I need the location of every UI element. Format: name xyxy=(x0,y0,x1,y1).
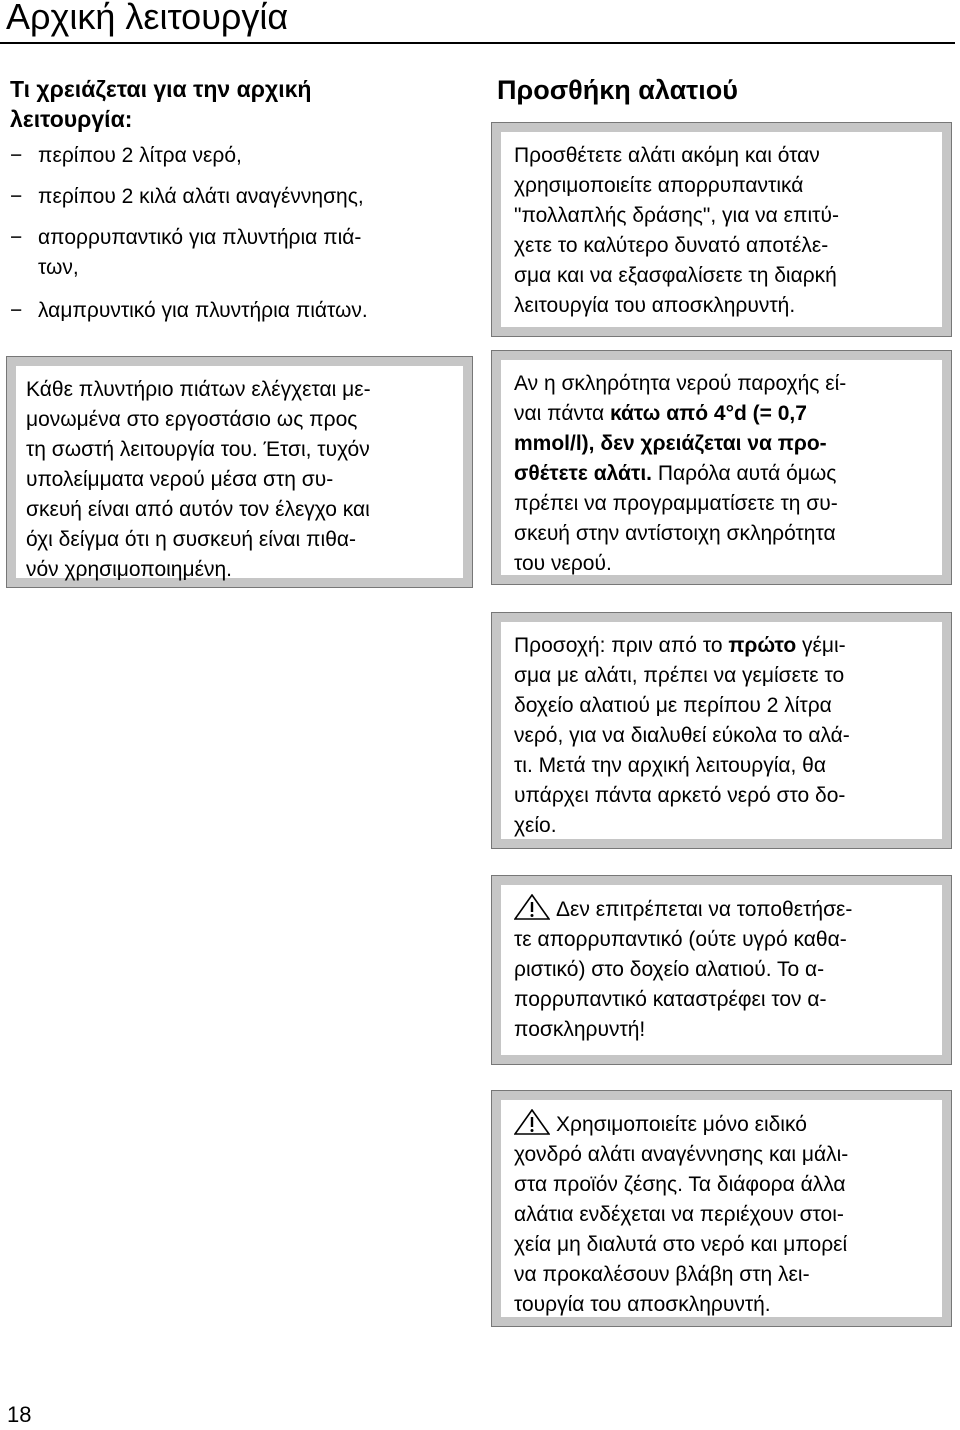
text-line: χονδρό αλάτι αναγέννησης και μάλι- xyxy=(514,1143,849,1166)
title-rule xyxy=(0,42,955,44)
text-line: σκευή είναι από αυτόν τον έλεγχο και xyxy=(26,498,370,521)
text-line xyxy=(514,631,935,661)
list-item xyxy=(10,296,462,326)
dash-bullet: − xyxy=(10,226,23,249)
list-item-text: απορρυπαντικό για πλυντήρια πιά- xyxy=(38,226,362,249)
salt-type-warning xyxy=(491,1090,952,1327)
requirements-list xyxy=(10,141,462,337)
text-line: χετε το καλύτερο δυνατό αποτέλε- xyxy=(514,234,829,257)
requirements-heading xyxy=(10,74,311,134)
text-line xyxy=(514,1109,935,1140)
text-line: σκευή στην αντίστοιχη σκληρότητα xyxy=(514,522,836,545)
text-line: πρέπει να προγραμματίσετε τη συ- xyxy=(514,492,838,515)
dash-bullet: − xyxy=(10,144,23,167)
text-line: τουργία του αποσκληρυντή. xyxy=(514,1293,771,1316)
text-line: ποσκληρυντή! xyxy=(514,1018,646,1041)
text-line: Κάθε πλυντήριο πιάτων ελέγχεται με- xyxy=(26,378,371,401)
list-item xyxy=(10,141,462,171)
multi-action-note xyxy=(491,122,952,337)
list-item xyxy=(10,182,462,212)
text-line: Προσθέτετε αλάτι ακόμη και όταν xyxy=(514,144,820,167)
bold-text: κάτω από 4°d (= 0,7 xyxy=(609,402,807,425)
text-run: Παρόλα αυτά όμως xyxy=(652,462,837,485)
text-line: όχι δείγμα ότι η συσκευή είναι πιθα- xyxy=(26,528,357,551)
text-line: αλάτια ενδέχεται να περιέχουν στοι- xyxy=(514,1203,844,1226)
list-item xyxy=(10,223,462,283)
text-run: Δεν επιτρέπεται να τοποθετήσε- xyxy=(556,898,853,921)
text-line: νόν χρησιμοποιημένη. xyxy=(26,558,232,581)
detergent-warning xyxy=(491,875,952,1065)
text-line: υπάρχει πάντα αρκετό νερό στο δο- xyxy=(514,784,846,807)
text-line xyxy=(514,399,935,429)
text-line: να προκαλέσουν βλάβη στη λει- xyxy=(514,1263,810,1286)
water-hardness-note xyxy=(491,350,952,585)
first-fill-note xyxy=(491,612,952,849)
bold-text: σθέτετε αλάτι. xyxy=(514,462,652,485)
text-line: υπολείμματα νερού μέσα στη συ- xyxy=(26,468,334,491)
text-line: σμα και να εξασφαλίσετε τη διαρκή xyxy=(514,264,837,287)
text-run: Χρησιμοποιείτε μόνο ειδικό xyxy=(556,1113,807,1136)
dash-bullet: − xyxy=(10,185,23,208)
list-item-text: των, xyxy=(38,256,79,279)
list-item-text: λαμπρυντικό για πλυντήρια πιάτων. xyxy=(38,299,368,322)
factory-test-note xyxy=(6,356,473,588)
bold-text: mmol/l), δεν χρειάζεται να προ- xyxy=(514,432,827,455)
text-line: λειτουργία του αποσκληρυντή. xyxy=(514,294,796,317)
text-run: Προσοχή: πριν από το xyxy=(514,634,729,657)
text-line xyxy=(514,459,935,489)
text-line: μονωμένα στο εργοστάσιο ως προς xyxy=(26,408,358,431)
text-line: τι. Μετά την αρχική λειτουργία, θα xyxy=(514,754,826,777)
text-line: σμα με αλάτι, πρέπει να γεμίσετε το xyxy=(514,664,845,687)
text-line: τε απορρυπαντικό (ούτε υγρό καθα- xyxy=(514,928,847,951)
text-run: ναι πάντα xyxy=(514,402,610,425)
dash-bullet: − xyxy=(10,299,23,322)
text-line: τη σωστή λειτουργία του. Έτσι, τυχόν xyxy=(26,438,370,461)
text-line: χρησιμοποιείτε απορρυπαντικά xyxy=(514,174,804,197)
text-line: χεία μη διαλυτά στο νερό και μπορεί xyxy=(514,1233,848,1256)
list-item-text: περίπου 2 κιλά αλάτι αναγέννησης, xyxy=(38,185,364,208)
section-heading: Προσθήκη αλατιού xyxy=(497,75,738,105)
text-line: στα προϊόν ζέσης. Τα διάφορα άλλα xyxy=(514,1173,846,1196)
text-line: Αν η σκληρότητα νερού παροχής εί- xyxy=(514,372,847,395)
text-line: πορρυπαντικό καταστρέφει τον α- xyxy=(514,988,827,1011)
page-title: Αρχική λειτουργία xyxy=(6,0,289,37)
text-line: ριστικό) στο δοχείο αλατιού. Το α- xyxy=(514,958,825,981)
text-line: νερό, για να διαλυθεί εύκολα το αλά- xyxy=(514,724,850,747)
text-line: του νερού. xyxy=(514,552,612,575)
warning-icon xyxy=(514,894,550,920)
page-number: 18 xyxy=(7,1402,32,1427)
heading-line: λειτουργία: xyxy=(10,106,133,132)
text-run: γέμι- xyxy=(796,634,846,657)
heading-line: Τι χρειάζεται για την αρχική xyxy=(10,76,312,102)
list-item-text: περίπου 2 λίτρα νερό, xyxy=(38,144,242,167)
bold-text: πρώτο xyxy=(728,634,797,657)
text-line: δοχείο αλατιού με περίπου 2 λίτρα xyxy=(514,694,832,717)
text-line xyxy=(514,894,935,925)
warning-icon xyxy=(514,1109,550,1135)
text-line: χείο. xyxy=(514,814,557,837)
text-line: "πολλαπλής δράσης", για να επιτύ- xyxy=(514,204,839,227)
